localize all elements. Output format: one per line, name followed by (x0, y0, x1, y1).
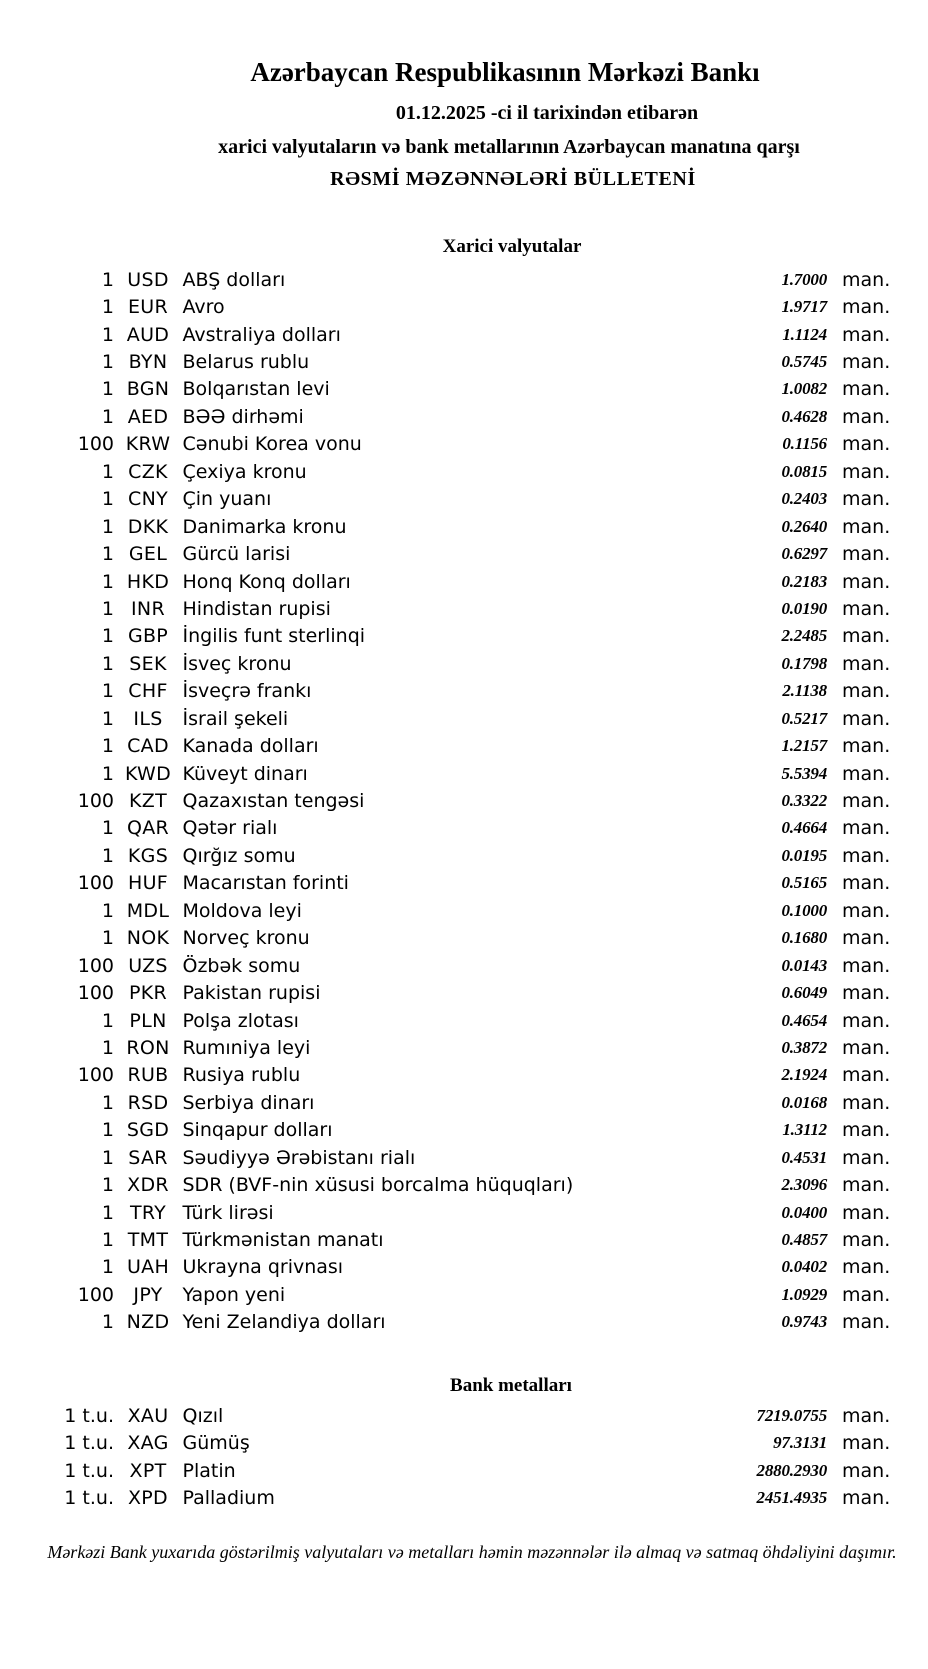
rate-value: 0.5217 (781, 708, 827, 728)
unit-label: man. (842, 1311, 891, 1334)
rate-value: 2.2485 (781, 626, 827, 646)
section-title-foreign-currencies: Xarici valyutalar (442, 236, 582, 257)
currency-code: AUD (126, 323, 170, 346)
rate-value: 0.0190 (781, 598, 827, 618)
currency-name: Küveyt dinarı (182, 762, 308, 785)
rate-row (0, 1034, 928, 1061)
rate-value: 2451.4935 (756, 1488, 827, 1508)
unit-label: man. (842, 378, 891, 401)
rate-value: 2880.2930 (756, 1460, 827, 1480)
rate-row (0, 1402, 928, 1429)
currency-code: RUB (127, 1064, 169, 1087)
quantity-value: 1 t.u. (64, 1432, 114, 1455)
currency-code: TRY (129, 1201, 167, 1224)
currency-code: XAU (127, 1404, 169, 1427)
currency-code: PLN (129, 1009, 167, 1032)
unit-label: man. (842, 433, 891, 456)
quantity-value: 1 (101, 378, 114, 401)
unit-label: man. (842, 762, 891, 785)
currency-code: JPY (133, 1283, 163, 1306)
currency-name: İsveçrə frankı (182, 680, 312, 703)
quantity-value: 1 (101, 817, 114, 840)
rate-value: 1.7000 (781, 269, 827, 289)
currency-name: Ukrayna qrivnası (182, 1256, 344, 1279)
rate-value: 0.0195 (781, 845, 827, 865)
rate-value: 7219.0755 (756, 1405, 827, 1425)
bank-title: Azərbaycan Respublikasının Mərkəzi Bankı (250, 57, 760, 87)
quantity-value: 1 (101, 844, 114, 867)
currency-code: UAH (126, 1256, 170, 1279)
rate-row (0, 376, 928, 403)
currency-code: NZD (126, 1311, 170, 1334)
rate-value: 0.4628 (781, 406, 827, 426)
rate-row (0, 1309, 928, 1336)
rate-row (0, 787, 928, 814)
currency-code: GBP (127, 625, 169, 648)
currency-code: EUR (127, 296, 168, 319)
quantity-value: 1 (101, 735, 114, 758)
quantity-value: 1 (101, 570, 114, 593)
unit-label: man. (842, 844, 891, 867)
rate-value: 0.4857 (781, 1230, 827, 1250)
unit-label: man. (842, 982, 891, 1005)
rate-row (0, 293, 928, 320)
rate-value: 2.1138 (782, 681, 827, 701)
rate-value: 0.0168 (781, 1092, 827, 1112)
unit-label: man. (842, 1064, 891, 1087)
currency-name: Kanada dolları (182, 735, 319, 758)
quantity-value: 1 (101, 1119, 114, 1142)
rate-row (0, 486, 928, 513)
currency-code: KRW (125, 433, 171, 456)
currency-name: Belarus rublu (182, 351, 310, 374)
unit-label: man. (842, 1174, 891, 1197)
unit-label: man. (842, 1432, 891, 1455)
currency-code: HUF (127, 872, 169, 895)
currency-code: BYN (128, 351, 168, 374)
rate-value: 0.2183 (781, 571, 827, 591)
quantity-value: 1 (101, 625, 114, 648)
quantity-value: 1 (101, 323, 114, 346)
unit-label: man. (842, 1256, 891, 1279)
rate-row (0, 1281, 928, 1308)
currency-name: Çexiya kronu (182, 460, 307, 483)
rate-value: 1.0929 (781, 1284, 827, 1304)
currency-code: SEK (129, 652, 167, 675)
currency-name: Macarıstan forinti (182, 872, 349, 895)
currency-name: Norveç kronu (182, 927, 310, 950)
rate-value: 2.3096 (781, 1175, 827, 1195)
quantity-value: 100 (77, 790, 114, 813)
currency-name: Gümüş (182, 1432, 250, 1455)
currency-name: Platin (182, 1459, 236, 1482)
quantity-value: 1 (101, 899, 114, 922)
currency-code: CAD (127, 735, 169, 758)
quantity-value: 100 (77, 1283, 114, 1306)
rate-value: 0.1156 (782, 434, 827, 454)
currency-code: RON (126, 1036, 170, 1059)
currency-name: Çin yuanı (182, 488, 272, 511)
quantity-value: 1 (101, 1174, 114, 1197)
currency-code: XPD (127, 1487, 168, 1510)
quantity-value: 100 (77, 954, 114, 977)
currency-name: Rusiya rublu (182, 1064, 301, 1087)
metal-rate-table (0, 1402, 928, 1512)
unit-label: man. (842, 790, 891, 813)
currency-name: ABŞ dolları (182, 268, 286, 291)
rate-value: 0.1680 (781, 928, 827, 948)
rate-row (0, 321, 928, 348)
currency-name: Avro (182, 296, 225, 319)
quantity-value: 1 (101, 652, 114, 675)
currency-code: XPT (129, 1459, 167, 1482)
currency-code: TMT (127, 1229, 169, 1252)
currency-code: RSD (127, 1091, 169, 1114)
rate-row (0, 623, 928, 650)
quantity-value: 1 (101, 1036, 114, 1059)
unit-label: man. (842, 817, 891, 840)
currency-code: CHF (128, 680, 168, 703)
currency-code: PKR (128, 982, 168, 1005)
currency-name: İsveç kronu (182, 652, 292, 675)
currency-code: UZS (128, 954, 168, 977)
currency-name: Qızıl (182, 1404, 224, 1427)
rate-row (0, 1430, 928, 1457)
rate-row (0, 1226, 928, 1253)
currency-code: ILS (133, 707, 163, 730)
currency-name: Danimarka kronu (182, 515, 347, 538)
rate-value: 0.1798 (781, 653, 827, 673)
unit-label: man. (842, 652, 891, 675)
quantity-value: 1 (101, 351, 114, 374)
rate-row (0, 1484, 928, 1511)
rate-row (0, 650, 928, 677)
rate-row (0, 1089, 928, 1116)
unit-label: man. (842, 1119, 891, 1142)
rate-value: 0.6297 (781, 544, 827, 564)
quantity-value: 1 (101, 1009, 114, 1032)
rate-row (0, 1144, 928, 1171)
unit-label: man. (842, 296, 891, 319)
currency-name: Avstraliya dolları (182, 323, 341, 346)
currency-name: Gürcü larisi (182, 543, 291, 566)
currency-code: HKD (126, 570, 170, 593)
rate-row (0, 979, 928, 1006)
currency-name: Sinqapur dolları (182, 1119, 333, 1142)
quantity-value: 1 (101, 1311, 114, 1334)
unit-label: man. (842, 1091, 891, 1114)
rate-row (0, 1254, 928, 1281)
rate-row (0, 540, 928, 567)
unit-label: man. (842, 351, 891, 374)
unit-label: man. (842, 1487, 891, 1510)
quantity-value: 1 (101, 515, 114, 538)
quantity-value: 1 (101, 296, 114, 319)
unit-label: man. (842, 680, 891, 703)
currency-name: Qırğız somu (182, 844, 296, 867)
unit-label: man. (842, 1459, 891, 1482)
rate-row (0, 897, 928, 924)
quantity-value: 1 (101, 543, 114, 566)
currency-name: Yeni Zelandiya dolları (182, 1311, 386, 1334)
currency-code: USD (127, 268, 169, 291)
currency-code: AED (127, 405, 169, 428)
unit-label: man. (842, 1404, 891, 1427)
currency-name: Pakistan rupisi (182, 982, 321, 1005)
currency-code: MDL (126, 899, 170, 922)
rate-row (0, 1062, 928, 1089)
unit-label: man. (842, 460, 891, 483)
currency-code: SAR (128, 1146, 168, 1169)
quantity-value: 1 (101, 680, 114, 703)
rate-value: 0.4531 (781, 1147, 827, 1167)
unit-label: man. (842, 543, 891, 566)
quantity-value: 1 (101, 405, 114, 428)
rate-value: 0.0815 (781, 461, 827, 481)
rate-row (0, 431, 928, 458)
currency-name: Yapon yeni (182, 1283, 286, 1306)
footer-note: Mərkəzi Bank yuxarıda göstərilmiş valyutaları və metalları həmin məzənnələr ilə almaq və satmaq öhdəliyini daşımır. (47, 1541, 897, 1562)
rate-row (0, 815, 928, 842)
quantity-value: 1 (101, 597, 114, 620)
quantity-value: 1 (101, 1229, 114, 1252)
currency-code: CNY (128, 488, 168, 511)
currency-code: XDR (127, 1174, 169, 1197)
rate-value: 0.9743 (781, 1312, 827, 1332)
rate-value: 0.0402 (781, 1257, 827, 1277)
bulletin-title: RƏSMİ MƏZƏNNƏLƏRİ BÜLLETENİ (330, 168, 696, 190)
quantity-value: 1 (101, 1146, 114, 1169)
rate-value: 0.2403 (781, 489, 827, 509)
currency-name: Səudiyyə Ərəbistanı rialı (182, 1146, 416, 1169)
rate-row (0, 760, 928, 787)
rate-value: 1.9717 (781, 297, 827, 317)
currency-name: Qətər rialı (182, 817, 278, 840)
quantity-value: 1 (101, 460, 114, 483)
quantity-value: 1 (101, 1091, 114, 1114)
rate-value: 5.5394 (781, 763, 827, 783)
unit-label: man. (842, 405, 891, 428)
subject-line: xarici valyutaların və bank metallarının Azərbaycan manatına qarşı (218, 136, 800, 158)
rate-row (0, 1199, 928, 1226)
unit-label: man. (842, 1201, 891, 1224)
currency-name: Serbiya dinarı (182, 1091, 315, 1114)
currency-name: Palladium (182, 1487, 275, 1510)
rate-value: 1.1124 (782, 324, 827, 344)
rate-row (0, 1007, 928, 1034)
unit-label: man. (842, 515, 891, 538)
unit-label: man. (842, 488, 891, 511)
rate-value: 0.5165 (781, 873, 827, 893)
currency-name: Qazaxıstan tengəsi (182, 790, 365, 813)
unit-label: man. (842, 954, 891, 977)
quantity-value: 100 (77, 982, 114, 1005)
bulletin-header (0, 59, 928, 189)
currency-code: XAG (127, 1432, 169, 1455)
rate-value: 2.1924 (781, 1065, 827, 1085)
unit-label: man. (842, 1009, 891, 1032)
rate-value: 0.5745 (781, 352, 827, 372)
rate-value: 0.4654 (781, 1010, 827, 1030)
unit-label: man. (842, 597, 891, 620)
effective-date-line: 01.12.2025 -ci il tarixindən etibarən (395, 102, 699, 124)
rate-row (0, 705, 928, 732)
rate-row (0, 568, 928, 595)
currency-code: SGD (126, 1119, 170, 1142)
quantity-value: 1 (101, 1201, 114, 1224)
rate-value: 0.2640 (781, 516, 827, 536)
currency-name: Hindistan rupisi (182, 597, 331, 620)
rate-row (0, 952, 928, 979)
quantity-value: 1 (101, 268, 114, 291)
quantity-value: 1 (101, 488, 114, 511)
currency-name: İsrail şekeli (182, 707, 289, 730)
currency-code: INR (131, 597, 165, 620)
rate-row (0, 678, 928, 705)
rate-value: 0.6049 (781, 983, 827, 1003)
currency-name: BƏƏ dirhəmi (182, 405, 304, 428)
unit-label: man. (842, 735, 891, 758)
currency-name: Moldova leyi (182, 899, 302, 922)
currency-code: KZT (129, 790, 167, 813)
section-title-bank-metals: Bank metalları (450, 1375, 572, 1397)
rate-row (0, 458, 928, 485)
rate-value: 0.0143 (781, 955, 827, 975)
unit-label: man. (842, 1283, 891, 1306)
unit-label: man. (842, 323, 891, 346)
currency-rate-table (0, 266, 928, 1336)
unit-label: man. (842, 1036, 891, 1059)
currency-code: KGS (127, 844, 169, 867)
currency-name: Cənubi Korea vonu (182, 433, 362, 456)
currency-name: Honq Konq dolları (182, 570, 351, 593)
rate-row (0, 1457, 928, 1484)
currency-name: Özbək somu (182, 954, 301, 977)
unit-label: man. (842, 570, 891, 593)
rate-value: 0.3872 (781, 1037, 827, 1057)
rate-value: 0.1000 (781, 900, 827, 920)
quantity-value: 100 (77, 1064, 114, 1087)
rate-row (0, 1171, 928, 1198)
quantity-value: 1 (101, 927, 114, 950)
currency-name: Polşa zlotası (182, 1009, 299, 1032)
quantity-value: 1 t.u. (64, 1404, 114, 1427)
quantity-value: 1 (101, 1256, 114, 1279)
rate-value: 0.4664 (781, 818, 827, 838)
rate-row (0, 732, 928, 759)
unit-label: man. (842, 268, 891, 291)
rate-value: 0.3322 (781, 791, 827, 811)
currency-code: DKK (127, 515, 169, 538)
rate-row (0, 595, 928, 622)
rate-value: 1.0082 (781, 379, 827, 399)
rate-value: 97.3131 (773, 1433, 827, 1453)
currency-code: BGN (126, 378, 170, 401)
quantity-value: 1 (101, 707, 114, 730)
rate-value: 0.0400 (781, 1202, 827, 1222)
bulletin-page (0, 59, 928, 1669)
rate-row (0, 348, 928, 375)
rate-row (0, 842, 928, 869)
currency-code: CZK (128, 460, 168, 483)
rate-row (0, 266, 928, 293)
currency-code: NOK (126, 927, 170, 950)
quantity-value: 1 t.u. (64, 1487, 114, 1510)
currency-code: KWD (124, 762, 172, 785)
unit-label: man. (842, 872, 891, 895)
rate-row (0, 1117, 928, 1144)
unit-label: man. (842, 899, 891, 922)
rate-value: 1.3112 (782, 1120, 827, 1140)
currency-name: İngilis funt sterlinqi (182, 625, 366, 648)
rate-row (0, 870, 928, 897)
unit-label: man. (842, 927, 891, 950)
currency-code: GEL (128, 543, 168, 566)
currency-name: Türkmənistan manatı (182, 1229, 384, 1252)
quantity-value: 1 (101, 762, 114, 785)
currency-name: Türk lirəsi (182, 1201, 274, 1224)
rate-row (0, 513, 928, 540)
currency-name: Rumıniya leyi (182, 1036, 311, 1059)
quantity-value: 100 (77, 433, 114, 456)
quantity-value: 100 (77, 872, 114, 895)
currency-code: QAR (126, 817, 170, 840)
rate-row (0, 925, 928, 952)
unit-label: man. (842, 1146, 891, 1169)
quantity-value: 1 t.u. (64, 1459, 114, 1482)
rate-value: 1.2157 (781, 736, 827, 756)
currency-name: Bolqarıstan levi (182, 378, 330, 401)
rate-row (0, 403, 928, 430)
currency-name: SDR (BVF-nin xüsusi borcalma hüquqları) (182, 1174, 574, 1197)
unit-label: man. (842, 1229, 891, 1252)
unit-label: man. (842, 625, 891, 648)
unit-label: man. (842, 707, 891, 730)
